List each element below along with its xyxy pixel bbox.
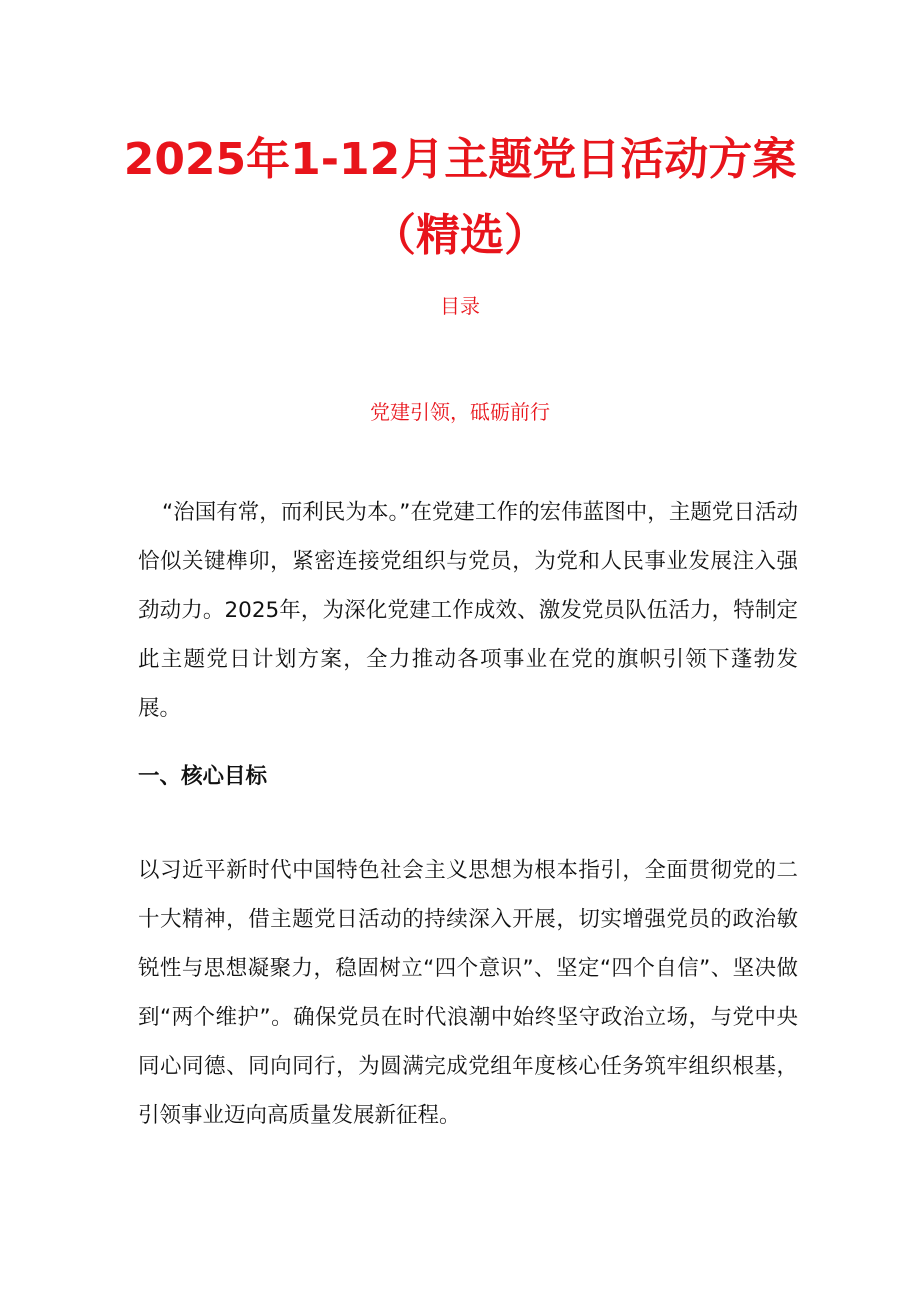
section-paragraph-core-goals: 以习近平新时代中国特色社会主义思想为根本指引，全面贯彻党的二十大精神，借主题党日活动的持续深入开展，切实增强党员的政治敏锐性与思想凝聚力，稳固树立“四个意识”、坚定“四个自信”、坚决做到“两个维护”。确保党员在时代浪潮中始终坚守政治立场，与党中央同心同德、同向同行，为圆满完成党组年度核心任务筑牢组织根基，引领事业迈向高质量发展新征程。 — [138, 858, 798, 1128]
document-title-line2: （精选） — [372, 210, 548, 261]
section-heading-core-goals: 一、核心目标 — [138, 764, 268, 789]
document-title-line1: 2025年1-12月主题党日活动方案 — [123, 134, 797, 185]
document-subtitle: 党建引领，砥砺前行 — [370, 400, 550, 424]
table-of-contents-label: 目录 — [440, 294, 480, 318]
intro-paragraph: “治国有常，而利民为本。”在党建工作的宏伟蓝图中，主题党日活动恰似关键榫卯，紧密连接党组织与党员，为党和人民事业发展注入强劲动力。2025年，为深化党建工作成效、激发党员队伍活力，特制定此主题党日计划方案，全力推动各项事业在党的旗帜引领下蓬勃发展。 — [138, 500, 798, 721]
